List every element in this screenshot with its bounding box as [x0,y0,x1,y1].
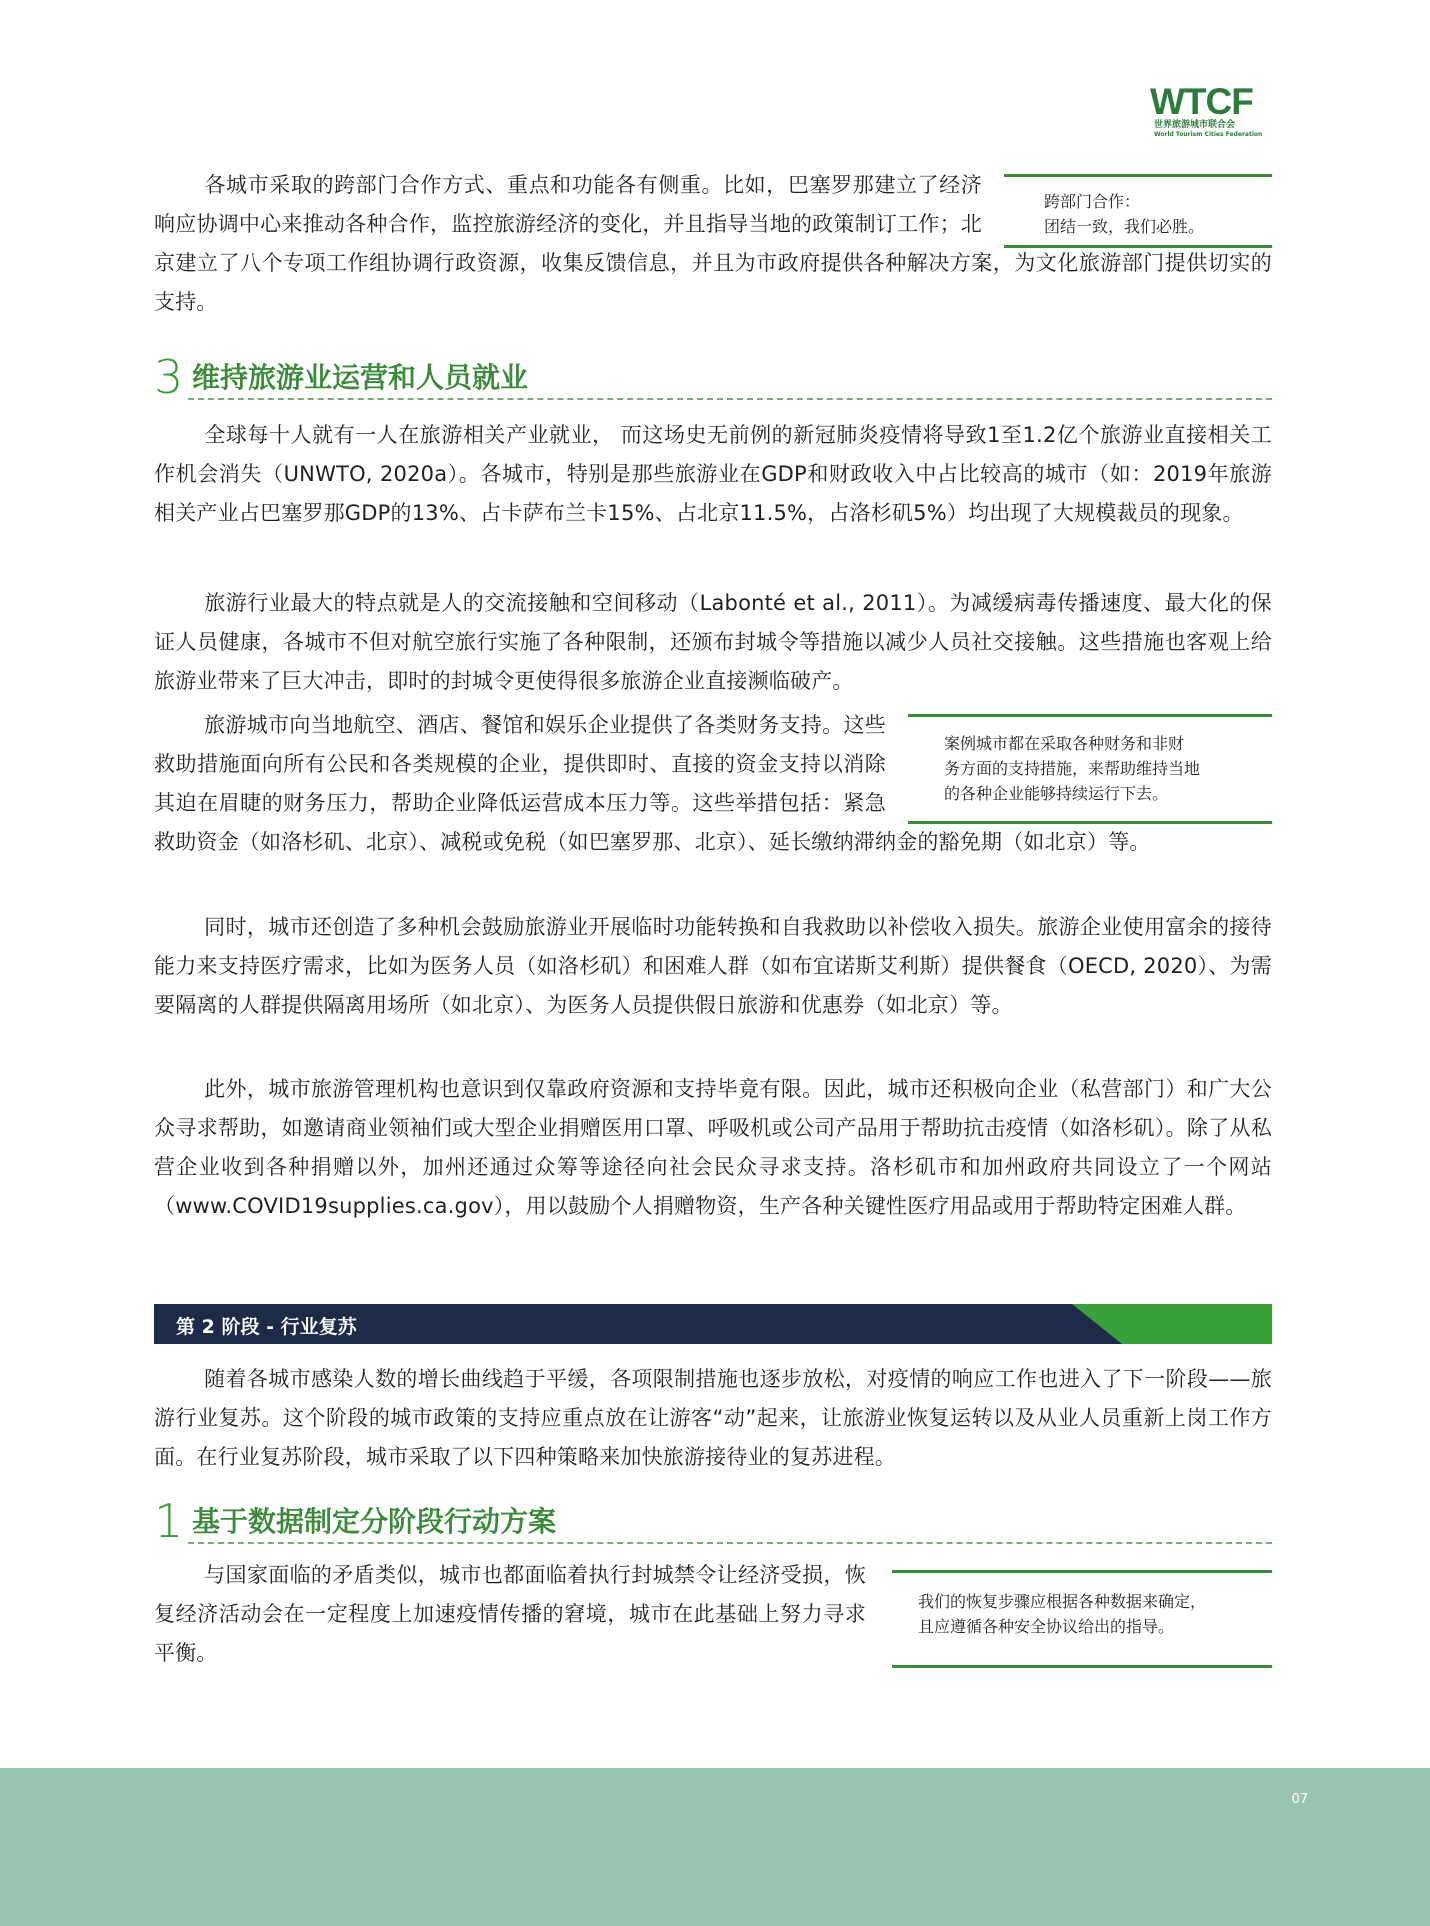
wtcf-logo [1150,82,1274,140]
logo-mark: WTCF [1150,81,1253,122]
callout3-line2: 且应遵循各种安全协议给出的指导。 [918,1617,1175,1636]
callout2-line1: 案例城市都在采取各种财务和非财 [944,734,1185,753]
callout3-line1: 我们的恢复步骤应根据各种数据来确定， [918,1592,1207,1611]
section-heading-1 [154,1494,1272,1548]
paragraph-5 [154,908,1272,1025]
paragraph-1-text: 各城市采取的跨部门合作方式、重点和功能各有侧重。比如，巴塞罗那建立了经济响应协调中心来推动各种合作，监控旅游经济的变化，并且指导当地的政策制订工作；北京建立了八个专项工作组协调行政资源，收集反馈信息，并且为市政府提供各种解决方案，为文化旅游部门提供切实的支持。 [154,173,1272,314]
stage-2-banner [154,1304,1272,1344]
callout1-line1: 跨部门合作： [1044,192,1141,211]
paragraph-7 [154,1360,1272,1477]
paragraph-4 [154,706,1272,862]
section-1-title: 基于数据制定分阶段行动方案 [192,1505,557,1538]
section-3-title: 维持旅游业运营和人员就业 [192,361,529,394]
logo-cn: 世界旅游城市联合会 [1154,120,1236,130]
logo-en: World Tourism Cities Federation [1154,131,1263,138]
paragraph-8-text: 与国家面临的矛盾类似，城市也都面临着执行封城禁令让经济受损，恢复经济活动会在一定程度上加速疫情传播的窘境，城市在此基础上努力寻求平衡。 [154,1563,866,1665]
paragraph-6-text: 此外，城市旅游管理机构也意识到仅靠政府资源和支持毕竟有限。因此，城市还积极向企业（私营部门）和广大公众寻求帮助，如邀请商业领袖们或大型企业捐赠医用口罩、呼吸机或公司产品用于帮助抗击疫情（如洛杉矶）。除了从私营企业收到各种捐赠以外，加州还通过众筹等途径向社会民众寻求支持。洛杉矶市和加州政府共同设立了一个网站（www.COVID19supplies.ca.gov），用以鼓励个人捐赠物资，生产各种关键性医疗用品或用于帮助特定困难人群。 [154,1077,1272,1218]
paragraph-4-text: 旅游城市向当地航空、酒店、餐馆和娱乐企业提供了各类财务支持。这些救助措施面向所有公民和各类规模的企业，提供即时、直接的资金支持以消除其迫在眉睫的财务压力，帮助企业降低运营成本压力等。这些举措包括：紧急救助资金（如洛杉矶、北京）、减税或免税（如巴塞罗那、北京）、延长缴纳滞纳金的豁免期（如北京）等。 [154,713,1151,854]
paragraph-7-text: 随着各城市感染人数的增长曲线趋于平缓，各项限制措施也逐步放松，对疫情的响应工作也进入了下一阶段——旅游行业复苏。这个阶段的城市政策的支持应重点放在让游客“动”起来，让旅游业恢复运转以及从业人员重新上岗工作方面。在行业复苏阶段，城市采取了以下四种策略来加快旅游接待业的复苏进程。 [154,1367,1272,1469]
paragraph-2 [154,416,1272,533]
stage-banner-green-accent [1072,1304,1272,1344]
paragraph-3 [154,584,1272,701]
section-1-dashed-rule [188,1542,1272,1544]
paragraph-6 [154,1070,1272,1226]
paragraph-3-text: 旅游行业最大的特点就是人的交流接触和空间移动（Labonté et al., 2011）。为减缓病毒传播速度、最大化的保证人员健康，各城市不但对航空旅行实施了各种限制，还颁布封城令等措施以减少人员社交接触。这些措施也客观上给旅游业带来了巨大冲击，即时的封城令更使得很多旅游企业直接濒临破产。 [154,591,1272,693]
paragraph-8 [154,1556,866,1673]
footer-band [0,1768,1430,1926]
paragraph-2-text: 全球每十人就有一人在旅游相关产业就业， 而这场史无前例的新冠肺炎疫情将导致1至1.2亿个旅游业直接相关工作机会消失（UNWTO, 2020a）。各城市，特别是那些旅游业在GDP和财政收入中占比较高的城市（如：2019年旅游相关产业占巴塞罗那GDP的13%、占卡萨布兰卡15%、占北京11.5%，占洛杉矶5%）均出现了大规模裁员的现象。 [154,423,1272,525]
paragraph-1 [154,166,1272,322]
callout1-line2: 团结一致，我们必胜。 [1044,217,1205,236]
callout2-line2: 务方面的支持措施，来帮助维持当地 [944,759,1201,778]
section-3-number: 3 [154,350,184,404]
paragraph-5-text: 同时，城市还创造了多种机会鼓励旅游业开展临时功能转换和自我救助以补偿收入损失。旅游企业使用富余的接待能力来支持医疗需求，比如为医务人员（如洛杉矶）和困难人群（如布宜诺斯艾利斯）提供餐食（OECD, 2020）、为需要隔离的人群提供隔离用场所（如北京）、为医务人员提供假日旅游和优惠券（如北京）等。 [154,915,1272,1017]
section-heading-3 [154,350,1272,404]
stage-banner-label: 第 2 阶段 - 行业复苏 [176,1316,357,1338]
section-1-number: 1 [154,1494,184,1548]
callout2-line3: 的各种企业能够持续运行下去。 [944,784,1169,803]
section-3-dashed-rule [188,398,1272,400]
callout-data-based-recovery [892,1570,1272,1668]
page-number: 07 [1291,1792,1308,1807]
